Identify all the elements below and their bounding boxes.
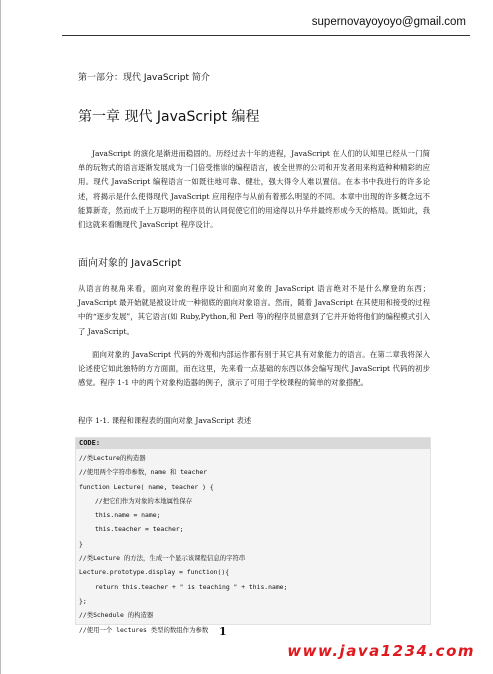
code-lines [76, 449, 430, 639]
code-line: Lecture.prototype.display = function(){ [79, 568, 230, 577]
code-line: this.teacher = teacher; [95, 525, 184, 534]
code-line: //类Schedule 的构造器 [79, 611, 154, 620]
code-line: //使用一个 lectures 类型的数组作为参数 [79, 625, 209, 634]
code-line: }; [79, 596, 87, 605]
code-block [75, 437, 431, 634]
code-line: this.name = name; [95, 511, 161, 520]
code-line: //把它们作为对象的本地属性保存 [95, 496, 193, 505]
code-label: CODE: [76, 438, 430, 449]
oo-paragraph-1: 从语言的视角来看，面向对象的程序设计和面向对象的 JavaScript 语言绝对不是什么摩登的东西；JavaScript 最开始就是被设计成一种彻底的面向对象语言。然而，随着 JavaScript 在其使用和接受的过程中的“逐步发展”，其它语言(如 Ruby,Python,和 Perl 等)的程序员留意到了它并开始将他们的编程模式引入了 JavaScript。 [78, 284, 430, 336]
code-line: //类Lecture 的方法，生成一个显示该课程信息的字符串 [79, 554, 246, 563]
header-divider [62, 35, 470, 36]
code-line: } [79, 539, 83, 548]
code-line: function Lecture( name, teacher ) { [79, 482, 214, 491]
chapter-title: 第一章 现代 JavaScript 编程 [78, 109, 260, 125]
page-number: 1 [219, 625, 227, 638]
listing-caption: 程序 1-1. 课程和课程表的面向对象 JavaScript 表述 [78, 416, 252, 425]
intro-paragraph: JavaScript 的演化是渐进而稳固的。历经过去十年的进程，JavaScript 在人们的认知里已经从一门简单的玩物式的语言逐渐发展成为一门倍受推崇的编程语言，被全世界的公司和开发者用来构造种种精彩的应用。现代 JavaScript 编程语言一如既往地可靠、健壮，强大得令人难以置信。在本书中我进行的许多论述，将揭示是什么使得现代 JavaScript 应用程序与从前有着那么明显的不同。本章中出现的许多概念远不能算新奇，然而成千上万聪明的程序员的认同促使它们的用途得以升华并最终形成今天的格局。既如此，我们这就来看瞧现代 JavaScript 程序设计。 [78, 149, 430, 230]
page-edge [0, 0, 1, 674]
section-title: 面向对象的 JavaScript [78, 258, 182, 269]
code-line: return this.teacher + " is teaching " + this.name; [95, 582, 288, 591]
watermark: www.java1234.com [287, 642, 475, 660]
code-line: //类Lecture的构造器 [79, 454, 146, 462]
header-email: supernovayoyoyo@gmail.com [311, 16, 466, 28]
part-title: 第一部分：现代 JavaScript 简介 [78, 73, 210, 83]
oo-paragraph-2: 面向对象的 JavaScript 代码的外观和内部运作都有别于其它具有对象能力的语言。在第二章我将深入论述使它如此独特的方方面面，而在这里，先来看一点基础的东西以体会编写现代 JavaScript 代码的初步感觉。程序 1-1 中的两个对象构造器的例子，演示了可用于学校课程的简单的对象搭配。 [78, 350, 430, 388]
code-line: //使用两个字符串参数，name 和 teacher [79, 468, 208, 477]
